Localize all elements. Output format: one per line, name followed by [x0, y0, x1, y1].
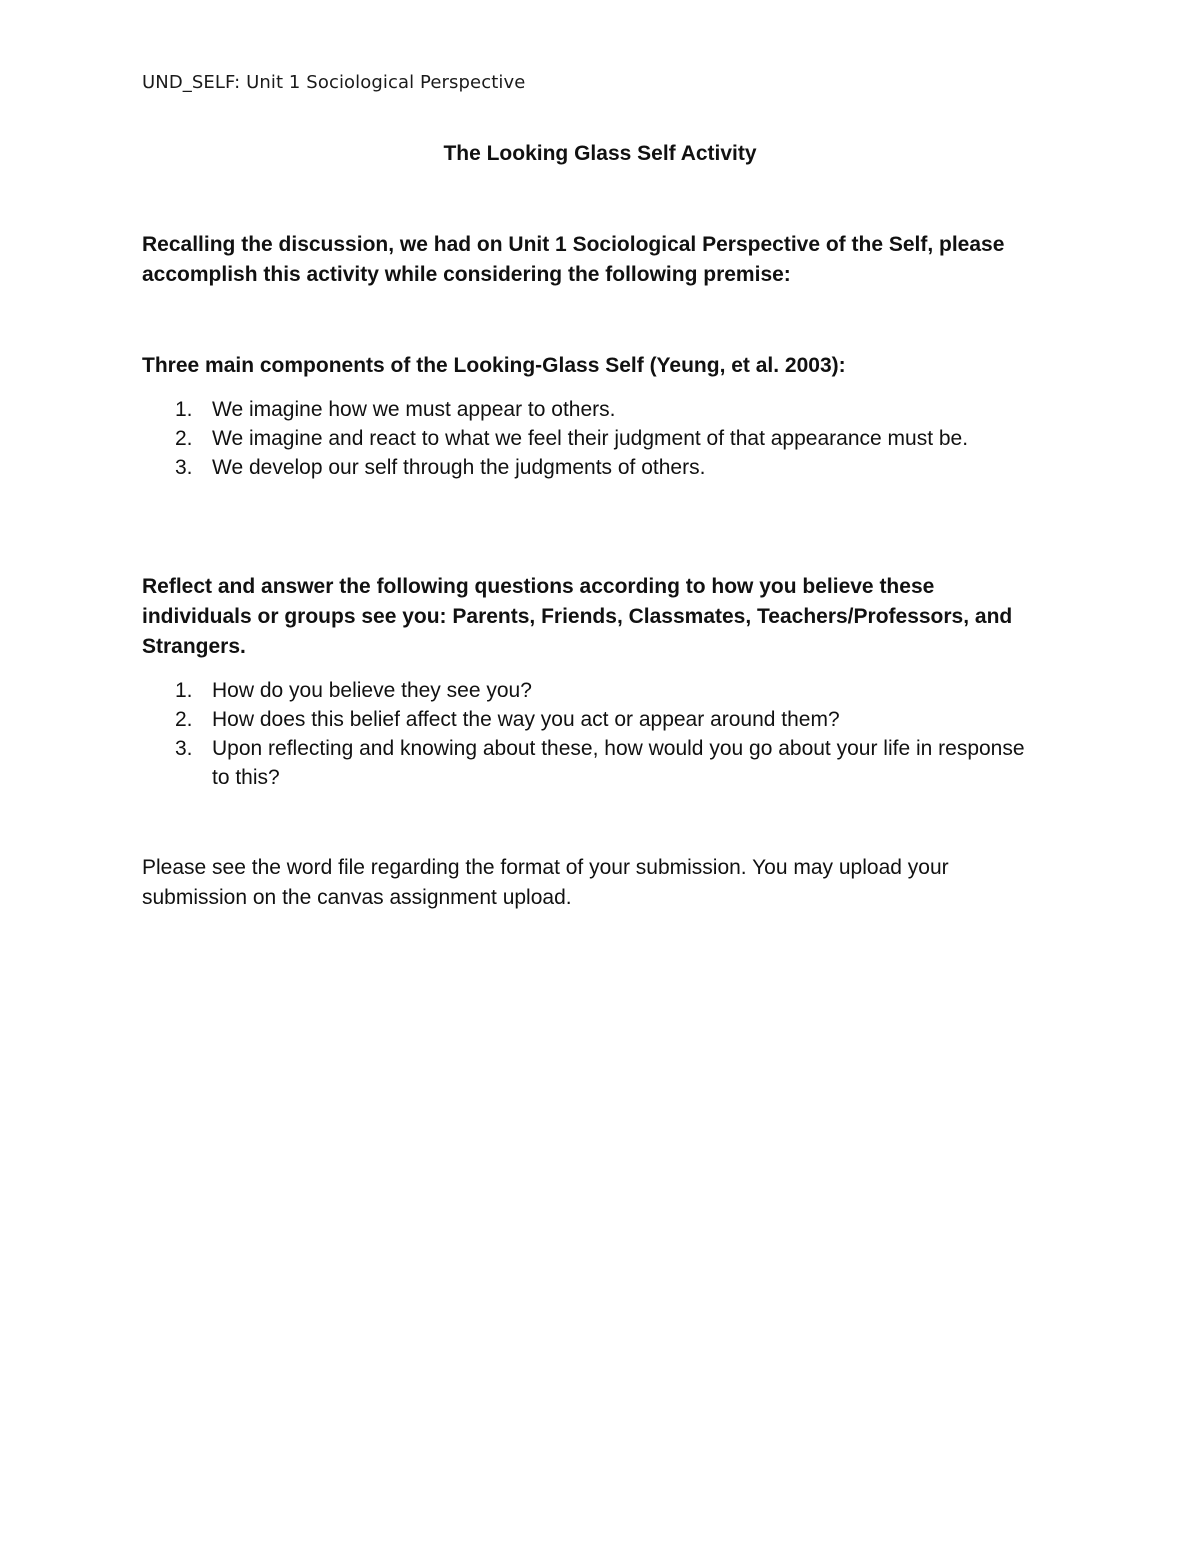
list-item-text: We imagine and react to what we feel their judgment of that appearance must be.	[212, 427, 969, 450]
questions-list	[142, 676, 1042, 792]
list-item-number: 2.	[175, 427, 193, 450]
document-title: The Looking Glass Self Activity	[443, 142, 757, 165]
list-item-text: How do you believe they see you?	[212, 679, 532, 702]
page-header: UND_SELF: Unit 1 Sociological Perspective	[142, 72, 526, 93]
list-item-text: Upon reflecting and knowing about these, how would you go about your life in response to this?	[212, 737, 1025, 789]
list-item-number: 3.	[175, 737, 193, 760]
list-item	[142, 453, 1042, 482]
list-item-number: 3.	[175, 456, 193, 479]
list-item	[142, 676, 1042, 705]
list-item	[142, 395, 1042, 424]
list-item-number: 1.	[175, 679, 193, 702]
components-list	[142, 395, 1042, 482]
list-item	[142, 734, 1042, 792]
closing-paragraph: Please see the word file regarding the format of your submission. You may upload your submission on the canvas assignment upload.	[142, 856, 949, 909]
list-item-text: We imagine how we must appear to others.	[212, 398, 616, 421]
list-item-text: We develop our self through the judgments of others.	[212, 456, 706, 479]
list-item-text: How does this belief affect the way you act or appear around them?	[212, 708, 840, 731]
list-item-number: 2.	[175, 708, 193, 731]
list-item	[142, 705, 1042, 734]
intro-paragraph: Recalling the discussion, we had on Unit 1 Sociological Perspective of the Self, please accomplish this activity while considering the following premise:	[142, 233, 1005, 286]
components-heading: Three main components of the Looking-Glass Self (Yeung, et al. 2003):	[142, 354, 846, 377]
list-item	[142, 424, 1042, 453]
questions-heading: Reflect and answer the following questions according to how you believe these individuals or groups see you: Parents, Friends, Classmates, Teachers/Professors, and Strangers.	[142, 575, 1013, 658]
list-item-number: 1.	[175, 398, 193, 421]
